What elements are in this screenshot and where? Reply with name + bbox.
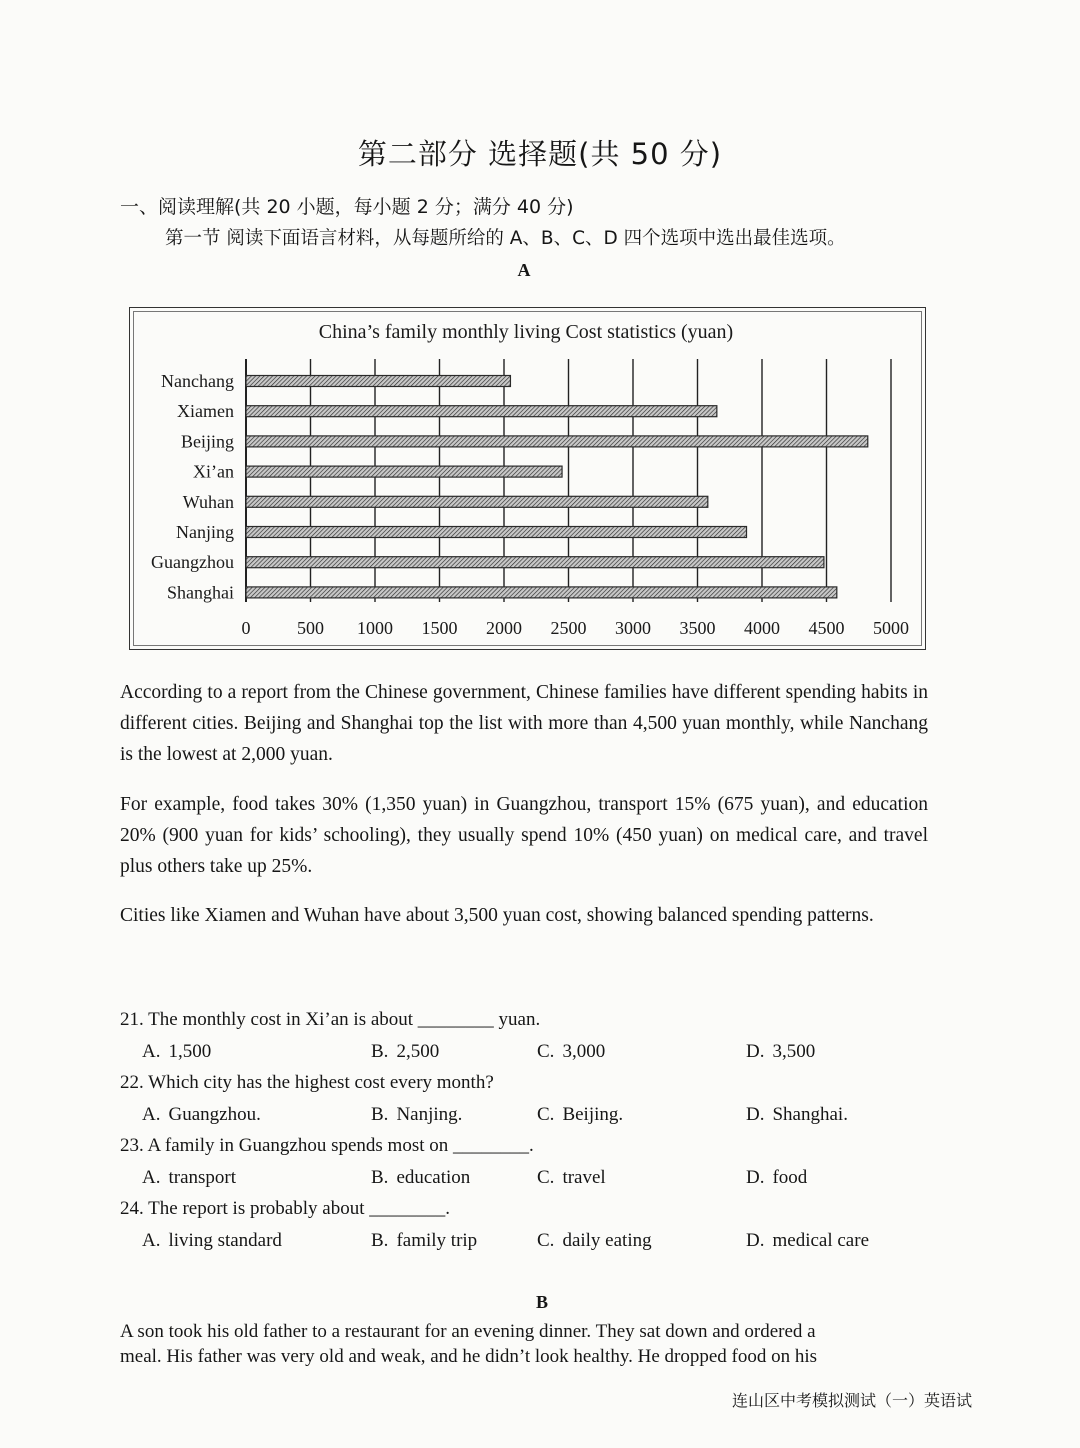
y-category-label: Xiamen — [177, 401, 234, 422]
q22-option-d[interactable] — [746, 1104, 848, 1126]
x-tick-label: 500 — [297, 618, 324, 638]
paragraph-2: For example, food takes 30% (1,350 yuan) in Guangzhou, transport 15% (675 yuan), and education 20% (900 yuan for kids’ schooling), they usually spend 10% (450 yuan) on medical care, and travel plus others take up 25%. — [120, 794, 928, 877]
q24-option-b[interactable] — [371, 1230, 477, 1252]
q23-option-b[interactable] — [371, 1167, 470, 1189]
y-category-label: Xi’an — [193, 461, 234, 482]
q22-option-a[interactable] — [142, 1104, 261, 1126]
bar-xiamen — [246, 406, 717, 417]
x-tick-label: 0 — [241, 618, 251, 638]
part-title: 第二部分 选择题(共 50 分) — [357, 137, 723, 171]
option-letter: A. — [142, 1104, 161, 1125]
subsection-instruction: 第一节 阅读下面语言材料，从每题所给的 A、B、C、D 四个选项中选出最佳选项。 — [165, 228, 846, 249]
option-text: family trip — [396, 1230, 478, 1251]
x-tick-label: 4500 — [808, 618, 845, 638]
q21-option-a[interactable] — [142, 1041, 211, 1063]
q22-option-c[interactable] — [537, 1104, 623, 1126]
q22-option-b[interactable] — [371, 1104, 462, 1126]
option-letter: D. — [746, 1041, 765, 1062]
option-letter: A. — [142, 1041, 161, 1062]
q21-option-c[interactable] — [537, 1041, 605, 1063]
x-tick-label: 3500 — [679, 618, 716, 638]
passage-b-label: B — [535, 1292, 548, 1312]
chart-title: China’s family monthly living Cost statistics (yuan) — [318, 321, 734, 343]
q21-option-b[interactable] — [371, 1041, 439, 1063]
question-22-stem: 22. Which city has the highest cost every month? — [120, 1072, 494, 1093]
question-24-stem: 24. The report is probably about ________. — [120, 1198, 450, 1219]
bar-guangzhou — [246, 557, 824, 568]
x-tick-label: 1000 — [357, 618, 393, 638]
q24-option-d[interactable] — [746, 1230, 869, 1252]
y-category-label: Guangzhou — [151, 552, 234, 573]
x-tick-label: 4000 — [744, 618, 780, 638]
option-text: travel — [562, 1167, 606, 1188]
x-tick-label: 2000 — [486, 618, 522, 638]
option-letter: A. — [142, 1230, 161, 1251]
passage-a-label: A — [517, 260, 531, 280]
q23-option-c[interactable] — [537, 1167, 606, 1189]
option-letter: C. — [537, 1167, 555, 1188]
option-text: 1,500 — [168, 1041, 212, 1062]
option-text: Shanghai. — [772, 1104, 848, 1125]
option-text: 3,000 — [562, 1041, 606, 1062]
bar-shanghai — [246, 587, 837, 598]
x-tick-label: 1500 — [421, 618, 458, 638]
bar-chart — [129, 307, 926, 650]
option-text: medical care — [772, 1230, 869, 1251]
x-tick-label: 5000 — [873, 618, 909, 638]
option-letter: B. — [371, 1230, 389, 1251]
question-21-stem: 21. The monthly cost in Xi’an is about ________ yuan. — [120, 1009, 541, 1030]
option-text: 3,500 — [772, 1041, 816, 1062]
q23-option-a[interactable] — [142, 1167, 236, 1189]
option-letter: C. — [537, 1104, 555, 1125]
bar-nanchang — [246, 376, 510, 387]
option-letter: B. — [371, 1041, 389, 1062]
option-letter: A. — [142, 1167, 161, 1188]
bar-wuhan — [246, 496, 708, 507]
option-letter: C. — [537, 1230, 555, 1251]
q24-option-c[interactable] — [537, 1230, 652, 1252]
y-category-label: Nanjing — [176, 522, 234, 542]
q21-option-d[interactable] — [746, 1041, 815, 1063]
bar-beijing — [246, 436, 868, 447]
option-text: Guangzhou. — [168, 1104, 261, 1125]
bar-nanjing — [246, 527, 747, 538]
option-text: living standard — [168, 1230, 282, 1251]
option-text: Nanjing. — [396, 1104, 463, 1125]
passage-b-line-2: meal. His father was very old and weak, and he didn’t look healthy. He dropped food on his — [120, 1346, 818, 1367]
x-tick-label: 3000 — [615, 618, 651, 638]
page-footer: 连山区中考模拟测试（一）英语试 — [731, 1391, 972, 1410]
option-letter: B. — [371, 1104, 389, 1125]
option-letter: C. — [537, 1041, 555, 1062]
option-text: daily eating — [562, 1230, 652, 1251]
option-letter: D. — [746, 1104, 765, 1125]
option-letter: B. — [371, 1167, 389, 1188]
y-category-label: Beijing — [181, 431, 234, 452]
option-text: 2,500 — [396, 1041, 440, 1062]
option-text: food — [772, 1167, 808, 1188]
q23-option-d[interactable] — [746, 1167, 807, 1189]
y-category-label: Wuhan — [182, 491, 234, 512]
bar-xian — [246, 466, 562, 477]
option-letter: D. — [746, 1167, 765, 1188]
option-text: education — [396, 1167, 471, 1188]
y-category-label: Shanghai — [167, 582, 234, 603]
q24-option-a[interactable] — [142, 1230, 282, 1252]
paragraph-3: Cities like Xiamen and Wuhan have about 3,500 yuan cost, showing balanced spending patterns. — [120, 905, 874, 926]
option-letter: D. — [746, 1230, 765, 1251]
x-tick-label: 2500 — [550, 618, 587, 638]
question-23-stem: 23. A family in Guangzhou spends most on ________. — [120, 1135, 534, 1156]
y-category-label: Nanchang — [161, 371, 234, 391]
section-heading: 一、阅读理解(共 20 小题，每小题 2 分；满分 40 分) — [120, 196, 574, 218]
passage-b-line-1: A son took his old father to a restaurant for an evening dinner. They sat down and ordered a — [120, 1321, 816, 1342]
option-text: Beijing. — [562, 1104, 624, 1125]
paragraph-1: According to a report from the Chinese government, Chinese families have different spending habits in different cities. Beijing and Shanghai top the list with more than 4,500 yuan monthly, while Nanchang is the lowest at 2,000 yuan. — [120, 682, 928, 765]
option-text: transport — [168, 1167, 237, 1188]
